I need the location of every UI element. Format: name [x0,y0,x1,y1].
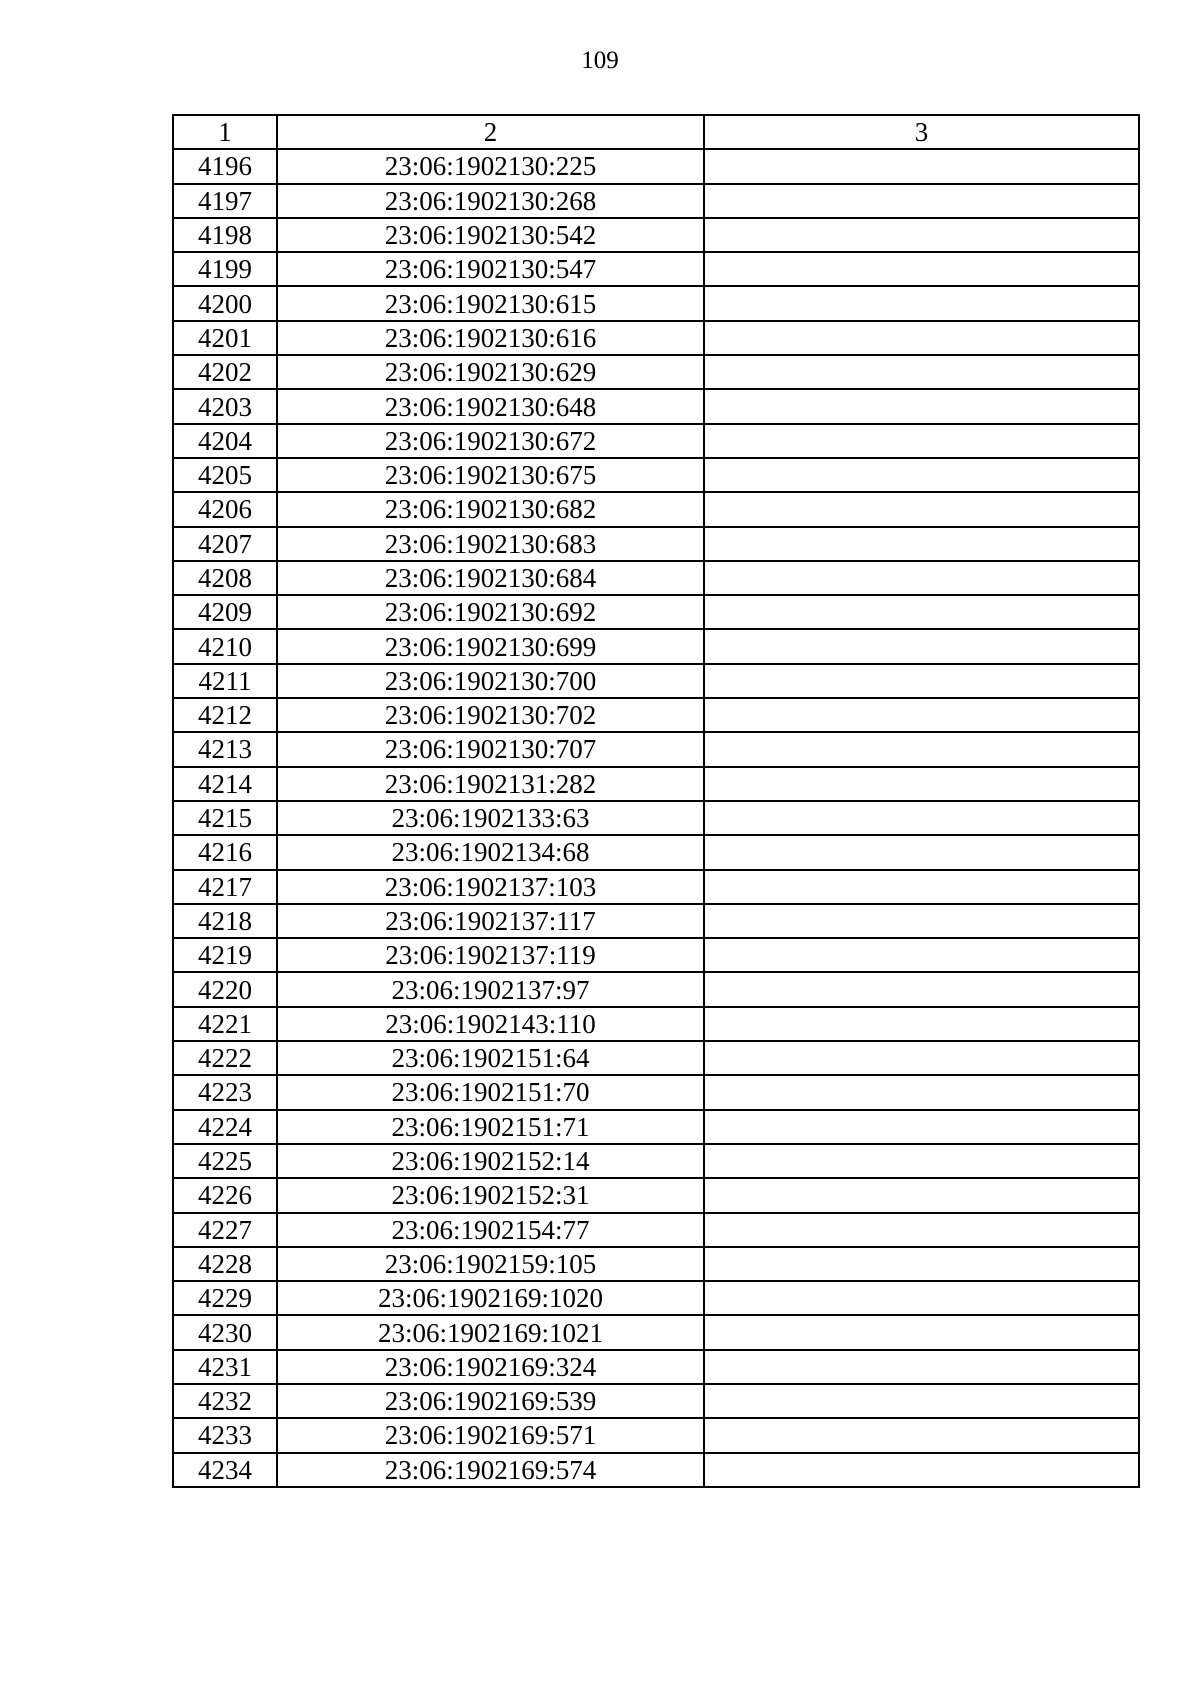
cadastral-number-cell: 23:06:1902130:683 [277,527,704,561]
note-cell [704,1453,1139,1487]
cadastral-number-cell: 23:06:1902130:225 [277,149,704,183]
note-cell [704,321,1139,355]
header-cell-col-3: 3 [704,115,1139,149]
row-number-cell: 4223 [173,1075,277,1109]
table-row [173,835,1139,869]
row-number-cell: 4198 [173,218,277,252]
row-number-cell: 4227 [173,1213,277,1247]
row-number-cell: 4217 [173,870,277,904]
table-row [173,1315,1139,1349]
cadastral-number-cell: 23:06:1902152:31 [277,1178,704,1212]
note-cell [704,184,1139,218]
note-cell [704,1178,1139,1212]
row-number-cell: 4218 [173,904,277,938]
note-cell [704,698,1139,732]
cadastral-number-cell: 23:06:1902130:682 [277,492,704,526]
row-number-cell: 4215 [173,801,277,835]
cadastral-number-cell: 23:06:1902130:707 [277,732,704,766]
row-number-cell: 4226 [173,1178,277,1212]
table-row [173,595,1139,629]
cadastral-number-cell: 23:06:1902169:574 [277,1453,704,1487]
table-row [173,732,1139,766]
cadastral-number-cell: 23:06:1902130:615 [277,286,704,320]
data-table [172,114,1140,1488]
note-cell [704,218,1139,252]
note-cell [704,595,1139,629]
cadastral-number-cell: 23:06:1902137:97 [277,972,704,1006]
table-row [173,1281,1139,1315]
table-row [173,1247,1139,1281]
note-cell [704,732,1139,766]
cadastral-number-cell: 23:06:1902137:117 [277,904,704,938]
note-cell [704,1110,1139,1144]
cadastral-number-cell: 23:06:1902169:1020 [277,1281,704,1315]
note-cell [704,1384,1139,1418]
cadastral-number-cell: 23:06:1902134:68 [277,835,704,869]
cadastral-number-cell: 23:06:1902154:77 [277,1213,704,1247]
cadastral-number-cell: 23:06:1902130:699 [277,629,704,663]
cadastral-number-cell: 23:06:1902130:547 [277,252,704,286]
table-row [173,1041,1139,1075]
cadastral-number-cell: 23:06:1902130:700 [277,664,704,698]
table-row [173,458,1139,492]
table-row [173,664,1139,698]
note-cell [704,1075,1139,1109]
note-cell [704,835,1139,869]
row-number-cell: 4233 [173,1418,277,1452]
header-cell-col-1: 1 [173,115,277,149]
cadastral-number-cell: 23:06:1902130:268 [277,184,704,218]
table-row [173,767,1139,801]
table-row [173,184,1139,218]
table-row [173,252,1139,286]
row-number-cell: 4196 [173,149,277,183]
note-cell [704,870,1139,904]
row-number-cell: 4211 [173,664,277,698]
note-cell [704,492,1139,526]
note-cell [704,458,1139,492]
table-row [173,1007,1139,1041]
table-row [173,938,1139,972]
row-number-cell: 4225 [173,1144,277,1178]
cadastral-number-cell: 23:06:1902169:539 [277,1384,704,1418]
note-cell [704,1041,1139,1075]
row-number-cell: 4210 [173,629,277,663]
note-cell [704,355,1139,389]
note-cell [704,1213,1139,1247]
cadastral-number-cell: 23:06:1902169:324 [277,1350,704,1384]
row-number-cell: 4216 [173,835,277,869]
row-number-cell: 4234 [173,1453,277,1487]
row-number-cell: 4199 [173,252,277,286]
note-cell [704,972,1139,1006]
row-number-cell: 4212 [173,698,277,732]
note-cell [704,1350,1139,1384]
row-number-cell: 4206 [173,492,277,526]
row-number-cell: 4220 [173,972,277,1006]
note-cell [704,424,1139,458]
note-cell [704,252,1139,286]
table-header-row [173,115,1139,149]
row-number-cell: 4200 [173,286,277,320]
cadastral-number-cell: 23:06:1902152:14 [277,1144,704,1178]
cadastral-number-cell: 23:06:1902151:71 [277,1110,704,1144]
table-row [173,629,1139,663]
table-row [173,149,1139,183]
table-row [173,972,1139,1006]
row-number-cell: 4230 [173,1315,277,1349]
cadastral-number-cell: 23:06:1902130:648 [277,389,704,423]
note-cell [704,389,1139,423]
row-number-cell: 4203 [173,389,277,423]
row-number-cell: 4205 [173,458,277,492]
cadastral-number-cell: 23:06:1902169:1021 [277,1315,704,1349]
row-number-cell: 4222 [173,1041,277,1075]
cadastral-number-cell: 23:06:1902130:542 [277,218,704,252]
table-row [173,527,1139,561]
cadastral-number-cell: 23:06:1902130:675 [277,458,704,492]
cadastral-number-cell: 23:06:1902130:629 [277,355,704,389]
note-cell [704,938,1139,972]
note-cell [704,286,1139,320]
table-row [173,492,1139,526]
row-number-cell: 4232 [173,1384,277,1418]
row-number-cell: 4197 [173,184,277,218]
note-cell [704,767,1139,801]
row-number-cell: 4219 [173,938,277,972]
note-cell [704,1281,1139,1315]
table-row [173,1418,1139,1452]
note-cell [704,629,1139,663]
cadastral-number-cell: 23:06:1902137:119 [277,938,704,972]
table-row [173,801,1139,835]
row-number-cell: 4213 [173,732,277,766]
note-cell [704,149,1139,183]
note-cell [704,1007,1139,1041]
note-cell [704,1144,1139,1178]
table-row [173,355,1139,389]
cadastral-number-cell: 23:06:1902130:702 [277,698,704,732]
row-number-cell: 4229 [173,1281,277,1315]
cadastral-number-cell: 23:06:1902143:110 [277,1007,704,1041]
cadastral-number-cell: 23:06:1902151:70 [277,1075,704,1109]
table-row [173,1178,1139,1212]
table-row [173,424,1139,458]
cadastral-number-cell: 23:06:1902133:63 [277,801,704,835]
table-row [173,218,1139,252]
note-cell [704,904,1139,938]
row-number-cell: 4214 [173,767,277,801]
table-row [173,389,1139,423]
cadastral-number-cell: 23:06:1902130:692 [277,595,704,629]
cadastral-number-cell: 23:06:1902137:103 [277,870,704,904]
cadastral-number-cell: 23:06:1902151:64 [277,1041,704,1075]
row-number-cell: 4202 [173,355,277,389]
row-number-cell: 4228 [173,1247,277,1281]
page-number: 109 [581,47,619,74]
row-number-cell: 4201 [173,321,277,355]
note-cell [704,801,1139,835]
row-number-cell: 4208 [173,561,277,595]
table-row [173,904,1139,938]
note-cell [704,527,1139,561]
table-row [173,1110,1139,1144]
header-cell-col-2: 2 [277,115,704,149]
table-body [173,115,1139,1487]
table-row [173,870,1139,904]
cadastral-number-cell: 23:06:1902130:684 [277,561,704,595]
cadastral-number-cell: 23:06:1902131:282 [277,767,704,801]
table-row [173,1384,1139,1418]
table-row [173,286,1139,320]
note-cell [704,664,1139,698]
note-cell [704,1418,1139,1452]
table-row [173,698,1139,732]
cadastral-number-cell: 23:06:1902130:616 [277,321,704,355]
cadastral-number-cell: 23:06:1902159:105 [277,1247,704,1281]
table-row [173,1144,1139,1178]
row-number-cell: 4209 [173,595,277,629]
table-row [173,1075,1139,1109]
table-row [173,1213,1139,1247]
cadastral-number-cell: 23:06:1902130:672 [277,424,704,458]
table-row [173,1350,1139,1384]
row-number-cell: 4204 [173,424,277,458]
table-row [173,1453,1139,1487]
row-number-cell: 4221 [173,1007,277,1041]
row-number-cell: 4231 [173,1350,277,1384]
note-cell [704,1315,1139,1349]
note-cell [704,561,1139,595]
table-row [173,561,1139,595]
note-cell [704,1247,1139,1281]
table-row [173,321,1139,355]
row-number-cell: 4224 [173,1110,277,1144]
row-number-cell: 4207 [173,527,277,561]
cadastral-number-cell: 23:06:1902169:571 [277,1418,704,1452]
